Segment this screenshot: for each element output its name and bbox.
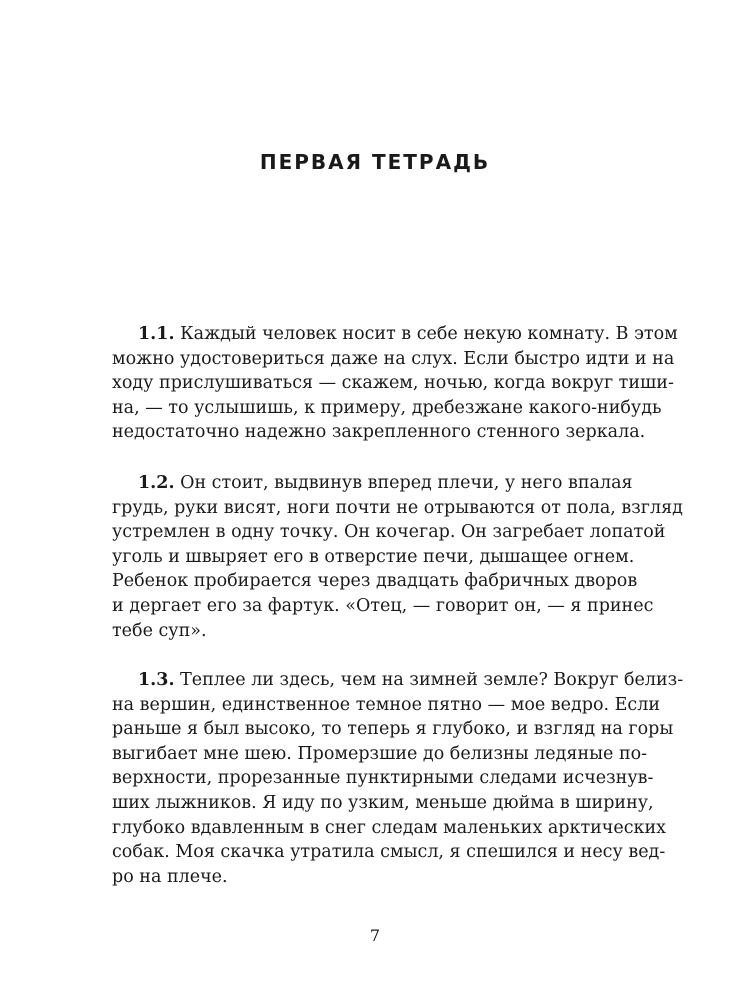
text-line: раньше я был высоко, то теперь я глубоко, и взгляд на горы [112,719,674,740]
paragraph-number: 1.1. [138,324,175,344]
text-line: 1.1. Каждый человек носит в себе некую комнату. В этом [138,324,678,344]
text-line: собак. Моя скачка утратила смысл, я спешился и несу вед- [112,842,666,863]
page-number: 7 [369,926,381,945]
text-line: выгибает мне шею. Промерзшие до белизны ледяные по- [112,743,648,764]
paragraph-1-1 [112,322,678,445]
text-line: глубоко вдавленным в снег следам маленьких арктических [112,817,666,838]
text-line: 1.2. Он стоит, выдвинув вперед плечи, у него впалая [138,473,633,493]
text-line: недостаточно надежно закрепленного стенного зеркала. [112,422,646,443]
text-line: грудь, руки висят, ноги почти не отрываются от пола, взгляд [112,497,683,518]
text-line: тебе суп». [112,620,207,641]
text-line: ших лыжников. Я иду по узким, меньше дюйма в ширину, [112,792,654,813]
text-line: Ребенок пробирается через двадцать фабричных дворов [112,571,638,592]
text-line: ро на плече. [112,866,228,887]
paragraph-number: 1.2. [138,473,175,493]
text-line: и дергает его за фартук. «Отец, — говорит он, — я принес [112,595,654,616]
text-line: можно удостовериться даже на слух. Если быстро идти и на [112,348,675,369]
text-line: ходу прислушиваться — скажем, ночью, когда вокруг тиши- [112,373,674,394]
text-line: на, — то услышишь, к примеру, дребезжане какого-нибудь [112,397,662,418]
text-line: уголь и швыряет его в отверстие печи, дышащее огнем. [112,546,635,567]
text-line: верхности, прорезанные пунктирными следами исчезнув- [112,768,654,789]
paragraph-text [112,322,678,445]
paragraph-1-3 [112,668,684,889]
text-line: 1.3. Теплее ли здесь, чем на зимней земле? Вокруг белиз- [138,670,684,690]
paragraph-1-2 [112,471,683,643]
paragraph-text [112,668,684,889]
text-line: на вершин, единственное темное пятно — мое ведро. Если [112,694,660,715]
paragraph-number: 1.3. [138,670,175,690]
paragraph-text [112,471,683,643]
chapter-title: ПЕРВАЯ ТЕТРАДЬ [259,150,491,174]
text-line: устремлен в одну точку. Он кочегар. Он загребает лопатой [112,522,666,543]
